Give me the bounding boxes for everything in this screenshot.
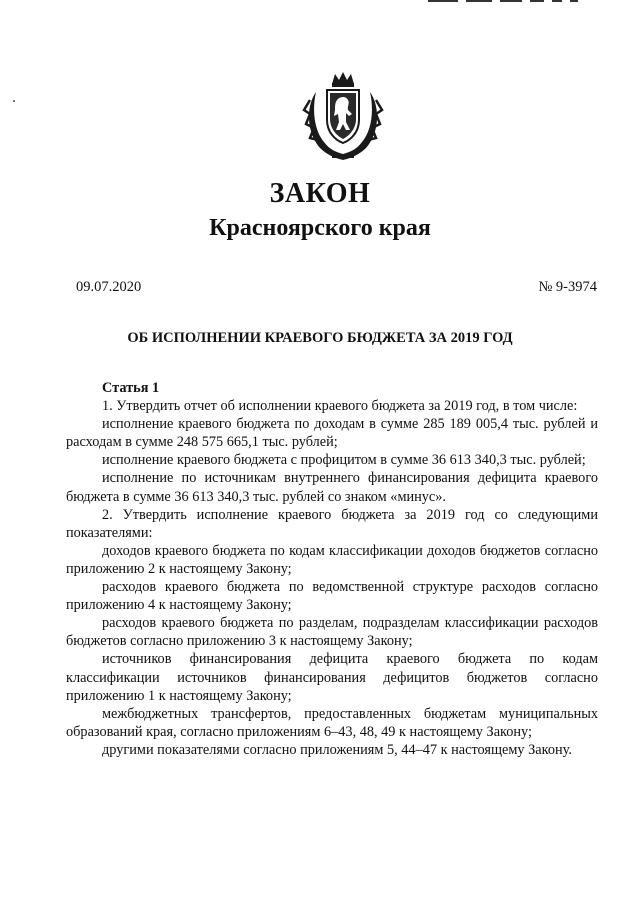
paragraph: расходов краевого бюджета по ведомственной структуре расходов согласно приложению 4 к настоящему Закону;: [66, 579, 598, 614]
scan-artifact-marks: [428, 0, 628, 4]
paragraph: межбюджетных трансфертов, предоставленных бюджетам муниципальных образований края, согласно приложениям 6–43, 48, 49 к настоящему Закону;: [66, 705, 598, 740]
paragraph: исполнение по источникам внутреннего финансирования дефицита краевого бюджета в сумме 36 613 340,3 тыс. рублей со знаком «минус».: [66, 470, 598, 505]
article-title: Статья 1: [102, 380, 160, 396]
document-body: [66, 379, 598, 759]
document-subtitle: Красноярского края: [209, 215, 431, 241]
document-heading: ОБ ИСПОЛНЕНИИ КРАЕВОГО БЮДЖЕТА ЗА 2019 ГОД: [127, 330, 513, 346]
document-date: 09.07.2020: [76, 279, 142, 295]
paragraph: 1. Утвердить отчет об исполнении краевого бюджета за 2019 год, в том числе:: [102, 398, 578, 415]
paragraph: 2. Утвердить исполнение краевого бюджета за 2019 год со следующими показателями:: [66, 506, 598, 541]
scan-speck: [13, 100, 15, 102]
paragraph: доходов краевого бюджета по кодам классификации доходов бюджетов согласно приложению 2 к настоящему Закону;: [66, 542, 598, 577]
paragraph: источников финансирования дефицита краевого бюджета по кодам классификации источников финансирования дефицитов бюджетов согласно приложению 1 к настоящему Закону;: [66, 651, 598, 704]
paragraph: расходов краевого бюджета по разделам, подразделам классификации расходов бюджетов согласно приложению 3 к настоящему Закону;: [66, 615, 598, 650]
paragraph: исполнение краевого бюджета по доходам в сумме 285 189 005,4 тыс. рублей и расходам в сумме 248 575 665,1 тыс. рублей;: [66, 416, 598, 451]
document-number: № 9-3974: [538, 279, 597, 295]
paragraph: исполнение краевого бюджета с профицитом в сумме 36 613 340,3 тыс. рублей;: [102, 452, 586, 469]
document-title: ЗАКОН: [269, 178, 371, 209]
coat-of-arms-icon: [302, 70, 384, 162]
coat-of-arms-emblem: [302, 70, 384, 162]
paragraph: другими показателями согласно приложениям 5, 44–47 к настоящему Закону.: [102, 741, 572, 758]
